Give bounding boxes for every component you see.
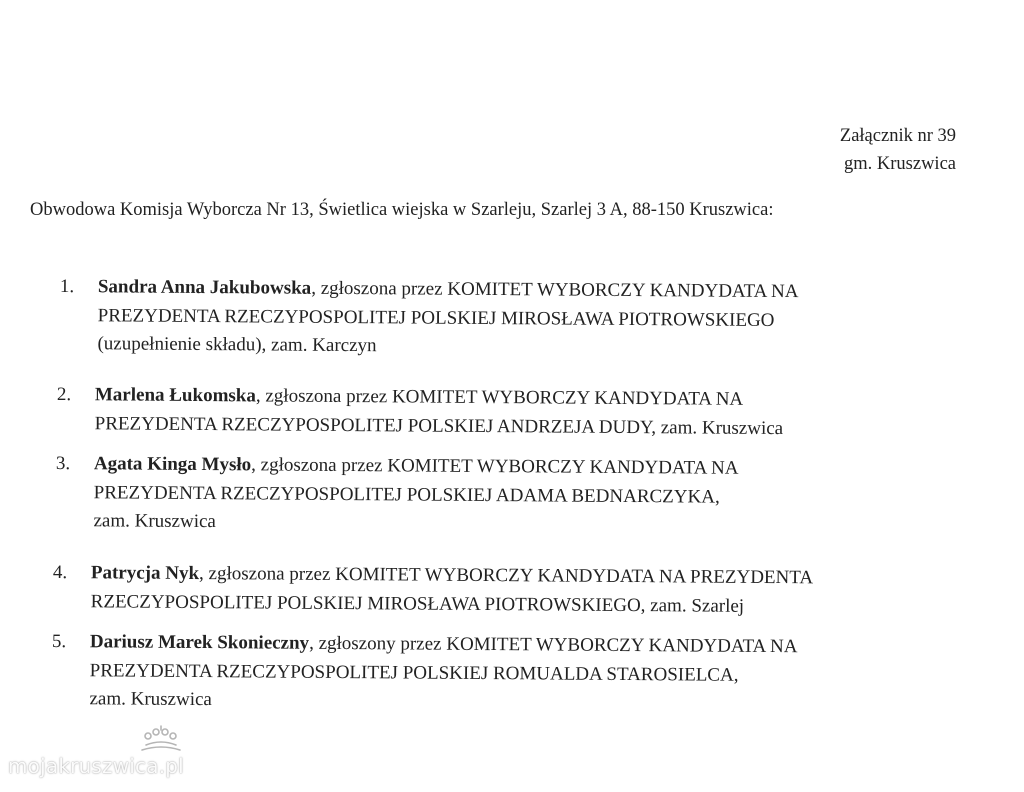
member-number: 4. (52, 561, 68, 584)
member-text-line: (uzupełnienie składu), zam. Karczyn (97, 333, 377, 357)
member-text-line: , zgłoszony przez KOMITET WYBORCZY KANDYDATA NA (309, 632, 798, 658)
member-name: Agata Kinga Mysło (93, 453, 252, 476)
member-text-line: , zgłoszona przez KOMITET WYBORCZY KANDYDATA NA (255, 385, 744, 410)
member-text-line: zam. Kruszwica (93, 510, 216, 533)
member-name: Dariusz Marek Skonieczny (89, 631, 310, 654)
member-text-line: , zgłoszona przez KOMITET WYBORCZY KANDYDATA NA PREZYDENTA (199, 563, 814, 589)
attachment-header (840, 122, 956, 178)
member-text-line: zam. Kruszwica (89, 688, 212, 711)
member-number: 3. (55, 452, 71, 475)
member-text-line: PREZYDENTA RZECZYPOSPOLITEJ POLSKIEJ ADAMA BEDNARCZYKA, (93, 481, 720, 508)
member-text-line: PREZYDENTA RZECZYPOSPOLITEJ POLSKIEJ MIROSŁAWA PIOTROWSKIEGO (97, 304, 775, 331)
crown-logo-icon (138, 724, 184, 754)
watermark-text: mojakruszwica.pl (8, 754, 184, 778)
member-text-line: , zgłoszona przez KOMITET WYBORCZY KANDYDATA NA (251, 454, 739, 479)
member-text-line: RZECZYPOSPOLITEJ POLSKIEJ MIROSŁAWA PIOTROWSKIEGO, zam. Szarlej (90, 590, 745, 617)
member-text-line: PREZYDENTA RZECZYPOSPOLITEJ POLSKIEJ ANDRZEJA DUDY, zam. Kruszwica (94, 412, 784, 439)
member-number: 1. (59, 275, 75, 298)
member-text-line: PREZYDENTA RZECZYPOSPOLITEJ POLSKIEJ ROMUALDA STAROSIELCA, (89, 659, 739, 686)
member-text-line: , zgłoszona przez KOMITET WYBORCZY KANDYDATA NA (311, 277, 799, 303)
watermark (8, 724, 198, 784)
municipality: gm. Kruszwica (844, 154, 956, 174)
member-number: 2. (56, 383, 72, 406)
member-name: Patrycja Nyk (90, 562, 200, 585)
member-name: Sandra Anna Jakubowska (97, 276, 312, 299)
member-name: Marlena Łukomska (94, 384, 256, 407)
member-number: 5. (51, 630, 67, 653)
committee-title: Obwodowa Komisja Wyborcza Nr 13, Świetlica wiejska w Szarleju, Szarlej 3 A, 88-150 Kruszwica: (30, 200, 774, 220)
attachment-number: Załącznik nr 39 (839, 126, 956, 146)
